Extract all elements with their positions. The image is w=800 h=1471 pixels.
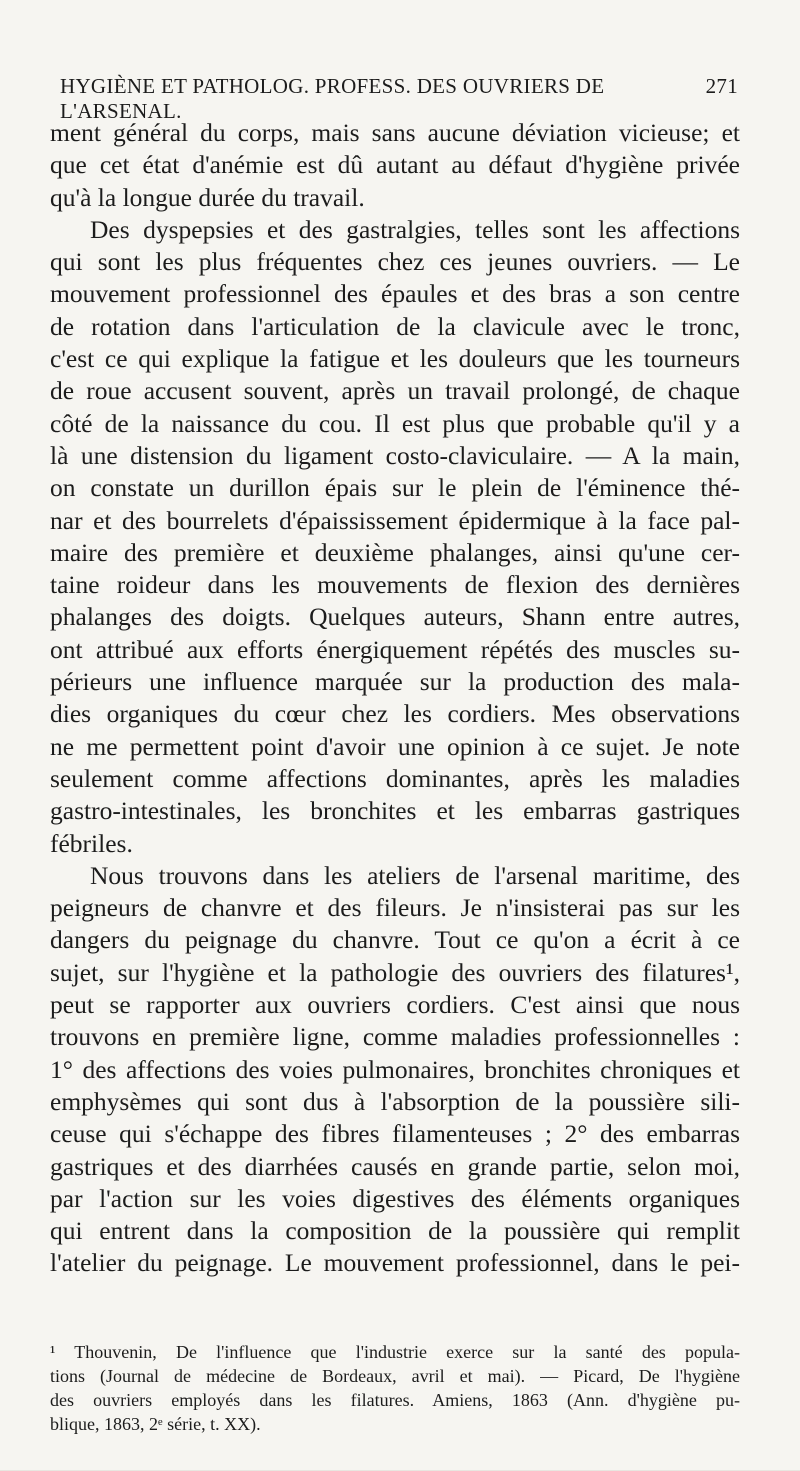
text-line: sujet, sur l'hygiène et la pathologie des ouvriers des filatures¹, bbox=[50, 957, 740, 987]
text-line: dies organiques du cœur chez les cordiers. Mes observations bbox=[50, 699, 740, 729]
footnotes bbox=[50, 1340, 740, 1436]
page-number: 271 bbox=[705, 74, 738, 98]
text-line: ment général du corps, mais sans aucune déviation vicieuse; et bbox=[50, 118, 740, 147]
text-line: côté de la naissance du cou. Il est plus que probable qu'il y a bbox=[50, 408, 740, 438]
text-line: qu'à la longue durée du travail. bbox=[50, 182, 365, 212]
text-line: qui sont les plus fréquentes chez ces jeunes ouvriers. — Le bbox=[50, 247, 740, 277]
text-line: fébriles. bbox=[50, 828, 133, 858]
text-line: on constate un durillon épais sur le plein de l'éminence thé- bbox=[50, 473, 740, 503]
text-line: nar et des bourrelets d'épaississement épidermique à la face pal- bbox=[50, 505, 740, 535]
text-line: périeurs une influence marquée sur la production des mala- bbox=[50, 667, 740, 697]
text-line: emphysèmes qui sont dus à l'absorption de la poussière sili- bbox=[50, 1086, 740, 1116]
text-line: ne me permettent point d'avoir une opinion à ce sujet. Je note bbox=[50, 731, 740, 761]
footnote-line: des ouvriers employés dans les filatures. Amiens, 1863 (Ann. d'hygiène pu- bbox=[50, 1390, 740, 1410]
text-line: phalanges des doigts. Quelques auteurs, Shann entre autres, bbox=[50, 602, 740, 632]
text-line: Des dyspepsies et des gastralgies, telles sont les affections bbox=[90, 214, 740, 244]
body-text bbox=[50, 117, 740, 1280]
footnote-line: blique, 1863, 2ᵉ série, t. XX). bbox=[50, 1414, 261, 1434]
text-line: par l'action sur les voies digestives des éléments organiques bbox=[50, 1183, 740, 1213]
text-line: dangers du peignage du chanvre. Tout ce qu'on a écrit à ce bbox=[50, 925, 740, 955]
text-line: de rotation dans l'articulation de la clavicule avec le tronc, bbox=[50, 311, 740, 341]
text-line: gastriques et des diarrhées causés en grande partie, selon moi, bbox=[50, 1151, 740, 1181]
text-line: Nous trouvons dans les ateliers de l'arsenal maritime, des bbox=[90, 860, 740, 890]
text-line: ont attribué aux efforts énergiquement répétés des muscles su- bbox=[50, 634, 740, 664]
text-line: 1° des affections des voies pulmonaires, bronchites chroniques et bbox=[50, 1054, 740, 1084]
text-line: ceuse qui s'échappe des fibres filamenteuses ; 2° des embarras bbox=[50, 1119, 740, 1149]
text-line: mouvement professionnel des épaules et des bras a son centre bbox=[50, 279, 740, 309]
text-line: maire des première et deuxième phalanges, ainsi qu'une cer- bbox=[50, 537, 740, 567]
text-line: là une distension du ligament costo-claviculaire. — A la main, bbox=[50, 440, 740, 470]
footnote-line: ¹ Thouvenin, De l'influence que l'industrie exerce sur la santé des popula- bbox=[50, 1342, 740, 1362]
text-line: peigneurs de chanvre et des fileurs. Je n'insisterai pas sur les bbox=[50, 893, 740, 923]
text-line: l'atelier du peignage. Le mouvement professionnel, dans le pei- bbox=[50, 1248, 740, 1278]
text-line: qui entrent dans la composition de la poussière qui remplit bbox=[50, 1216, 740, 1246]
running-title: HYGIÈNE ET PATHOLOG. PROFESS. DES OUVRIERS DE L'ARSENAL. bbox=[60, 74, 605, 123]
footnote-line: tions (Journal de médecine de Bordeaux, avril et mai). — Picard, De l'hygiène bbox=[50, 1366, 740, 1386]
text-line: seulement comme affections dominantes, après les maladies bbox=[50, 763, 740, 793]
text-line: que cet état d'anémie est dû autant au défaut d'hygiène privée bbox=[50, 150, 740, 180]
text-line: gastro-intestinales, les bronchites et les embarras gastriques bbox=[50, 796, 740, 826]
text-line: c'est ce qui explique la fatigue et les douleurs que les tourneurs bbox=[50, 344, 740, 374]
text-line: de roue accusent souvent, après un travail prolongé, de chaque bbox=[50, 376, 740, 406]
text-line: trouvons en première ligne, comme maladies professionnelles : bbox=[50, 1022, 740, 1052]
text-line: peut se rapporter aux ouvriers cordiers. C'est ainsi que nous bbox=[50, 990, 740, 1020]
text-line: taine roideur dans les mouvements de flexion des dernières bbox=[50, 570, 740, 600]
